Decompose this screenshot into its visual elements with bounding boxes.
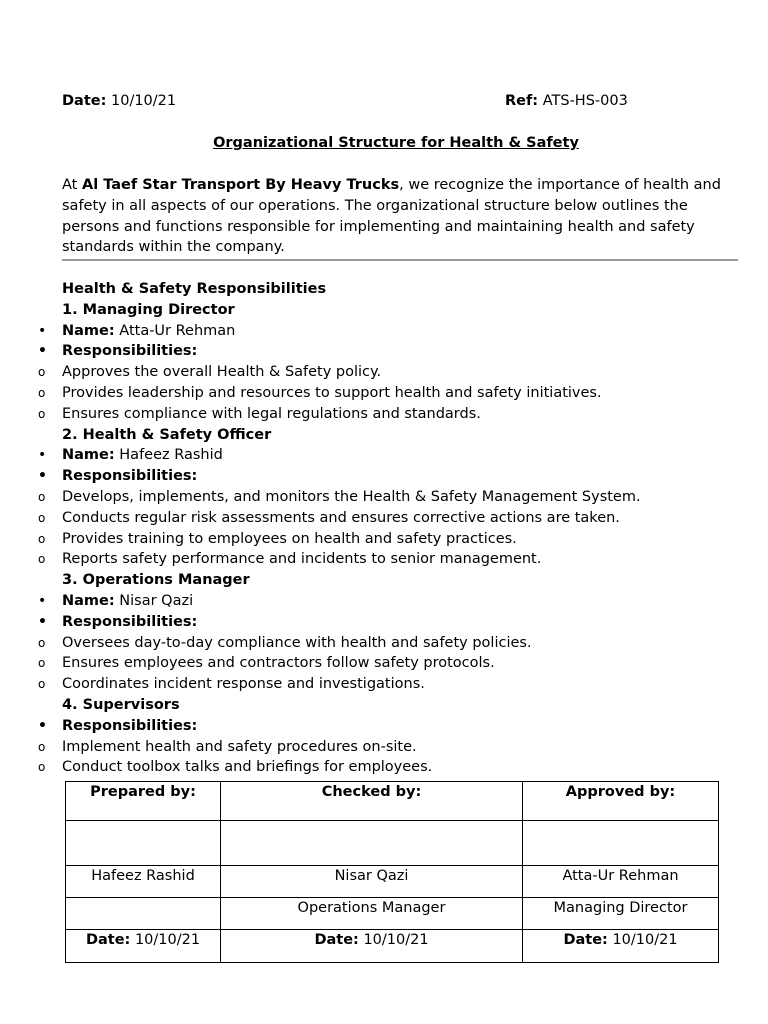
responsibilities-label-line (0, 341, 768, 362)
approved-by-name: Atta-Ur Rehman (523, 866, 719, 898)
prepared-by-title (66, 898, 221, 930)
sub-bullet-marker: o (38, 635, 46, 650)
approved-signature-cell (523, 821, 719, 866)
sub-bullet-marker: o (38, 531, 46, 546)
checked-by-title: Operations Manager (221, 898, 523, 930)
signoff-dates-row (66, 930, 719, 963)
responsibility-text: Oversees day-to-day compliance with health and safety policies. (62, 634, 532, 651)
name-label: Name: (62, 322, 115, 339)
sub-bullet-marker: o (38, 760, 46, 775)
bullet-marker: • (38, 592, 47, 609)
signoff-names-row (66, 866, 719, 898)
bullet-marker: • (38, 343, 47, 360)
responsibility-text: Conduct toolbox talks and briefings for employees. (62, 759, 433, 776)
sub-bullet-marker: o (38, 365, 46, 380)
responsibility-item (0, 362, 768, 383)
approved-by-date (523, 930, 719, 963)
sub-bullet-marker: o (38, 677, 46, 692)
prepared-by-name: Hafeez Rashid (66, 866, 221, 898)
responsibilities-heading: Health & Safety Responsibilities (62, 281, 327, 297)
responsibility-item (0, 737, 768, 758)
intro-prefix: At (62, 177, 82, 193)
responsibilities-label: Responsibilities: (62, 343, 198, 360)
document-title: Organizational Structure for Health & Safety (213, 135, 579, 151)
responsibilities-label-line (0, 716, 768, 737)
bullet-marker: • (38, 613, 47, 630)
approved-by-header: Approved by: (523, 782, 719, 821)
responsibility-item (0, 549, 768, 570)
signoff-header-row (66, 782, 719, 821)
responsibility-item (0, 653, 768, 674)
intro-paragraph (62, 175, 732, 258)
sub-bullet-marker: o (38, 739, 46, 754)
checked-by-name: Nisar Qazi (221, 866, 523, 898)
sub-bullet-marker: o (38, 656, 46, 671)
date-value: 10/10/21 (612, 932, 678, 948)
intro-text: , we recognize the importance of health and safety in all aspects of our operations. The organizational structure below outlines the persons and functions responsible for implementing and maintaining health and safety standards within the company. (62, 177, 721, 256)
sub-bullet-marker: o (38, 510, 46, 525)
responsibilities-label: Responsibilities: (62, 717, 198, 734)
approved-by-title: Managing Director (523, 898, 719, 930)
name-label: Name: (62, 447, 115, 464)
header-ref (505, 91, 628, 112)
signature-row (66, 821, 719, 866)
role-name: Hafeez Rashid (119, 447, 223, 464)
role-title: 2. Health & Safety Officer (62, 426, 272, 443)
responsibilities-section (0, 279, 768, 778)
responsibility-text: Approves the overall Health & Safety policy. (62, 364, 382, 381)
header-date-label: Date: (62, 93, 107, 109)
checked-by-date (221, 930, 523, 963)
responsibility-text: Coordinates incident response and investigations. (62, 676, 425, 693)
prepared-by-header: Prepared by: (66, 782, 221, 821)
role-title: 1. Managing Director (62, 301, 235, 318)
role-title: 3. Operations Manager (62, 572, 250, 589)
responsibility-text: Reports safety performance and incidents to senior management. (62, 551, 542, 568)
responsibility-item (0, 633, 768, 654)
responsibility-text: Provides training to employees on health and safety practices. (62, 530, 517, 547)
responsibility-item (0, 487, 768, 508)
checked-signature-cell (221, 821, 523, 866)
date-value: 10/10/21 (134, 932, 201, 948)
role-name-line (0, 591, 768, 612)
header-ref-value: ATS-HS-003 (542, 93, 628, 109)
intro-company-name: Al Taef Star Transport By Heavy Trucks (81, 177, 400, 193)
role-name-line (0, 445, 768, 466)
bullet-marker: • (38, 322, 47, 339)
responsibility-text: Ensures compliance with legal regulations and standards. (62, 405, 481, 422)
date-label: Date: (85, 932, 131, 948)
section-divider (62, 259, 738, 261)
role-name: Atta-Ur Rehman (119, 322, 236, 339)
responsibilities-label-line (0, 612, 768, 633)
date-label: Date: (314, 932, 359, 948)
prepared-by-date (66, 930, 221, 963)
sub-bullet-marker: o (38, 552, 46, 567)
responsibility-text: Implement health and safety procedures on-site. (62, 738, 417, 755)
responsibility-item (0, 383, 768, 404)
sub-bullet-marker: o (38, 385, 46, 400)
responsibility-text: Conducts regular risk assessments and ensures corrective actions are taken. (62, 509, 620, 526)
checked-by-header: Checked by: (221, 782, 523, 821)
bullet-marker: • (38, 447, 47, 464)
bullet-marker: • (38, 717, 47, 734)
name-label: Name: (62, 592, 115, 609)
responsibility-item (0, 529, 768, 550)
signoff-titles-row (66, 898, 719, 930)
sub-bullet-marker: o (38, 489, 46, 504)
header-date (62, 91, 176, 112)
responsibility-item (0, 757, 768, 778)
header-ref-label: Ref: (505, 93, 539, 109)
role-name: Nisar Qazi (119, 592, 194, 609)
responsibilities-label: Responsibilities: (62, 613, 198, 630)
responsibility-text: Ensures employees and contractors follow safety protocols. (62, 655, 495, 672)
header-date-value: 10/10/21 (111, 93, 177, 109)
role-title: 4. Supervisors (62, 696, 180, 713)
responsibilities-label-line (0, 466, 768, 487)
responsibility-text: Develops, implements, and monitors the Health & Safety Management System. (62, 488, 641, 505)
bullet-marker: • (38, 468, 47, 485)
prepared-signature-cell (66, 821, 221, 866)
role-name-line (0, 321, 768, 342)
date-value: 10/10/21 (363, 932, 429, 948)
signoff-table (65, 781, 719, 963)
responsibility-item (0, 508, 768, 529)
responsibility-text: Provides leadership and resources to support health and safety initiatives. (62, 384, 602, 401)
document-header (62, 91, 738, 112)
responsibility-item (0, 404, 768, 425)
responsibility-item (0, 674, 768, 695)
responsibilities-label: Responsibilities: (62, 468, 198, 485)
date-label: Date: (563, 932, 608, 948)
sub-bullet-marker: o (38, 406, 46, 421)
